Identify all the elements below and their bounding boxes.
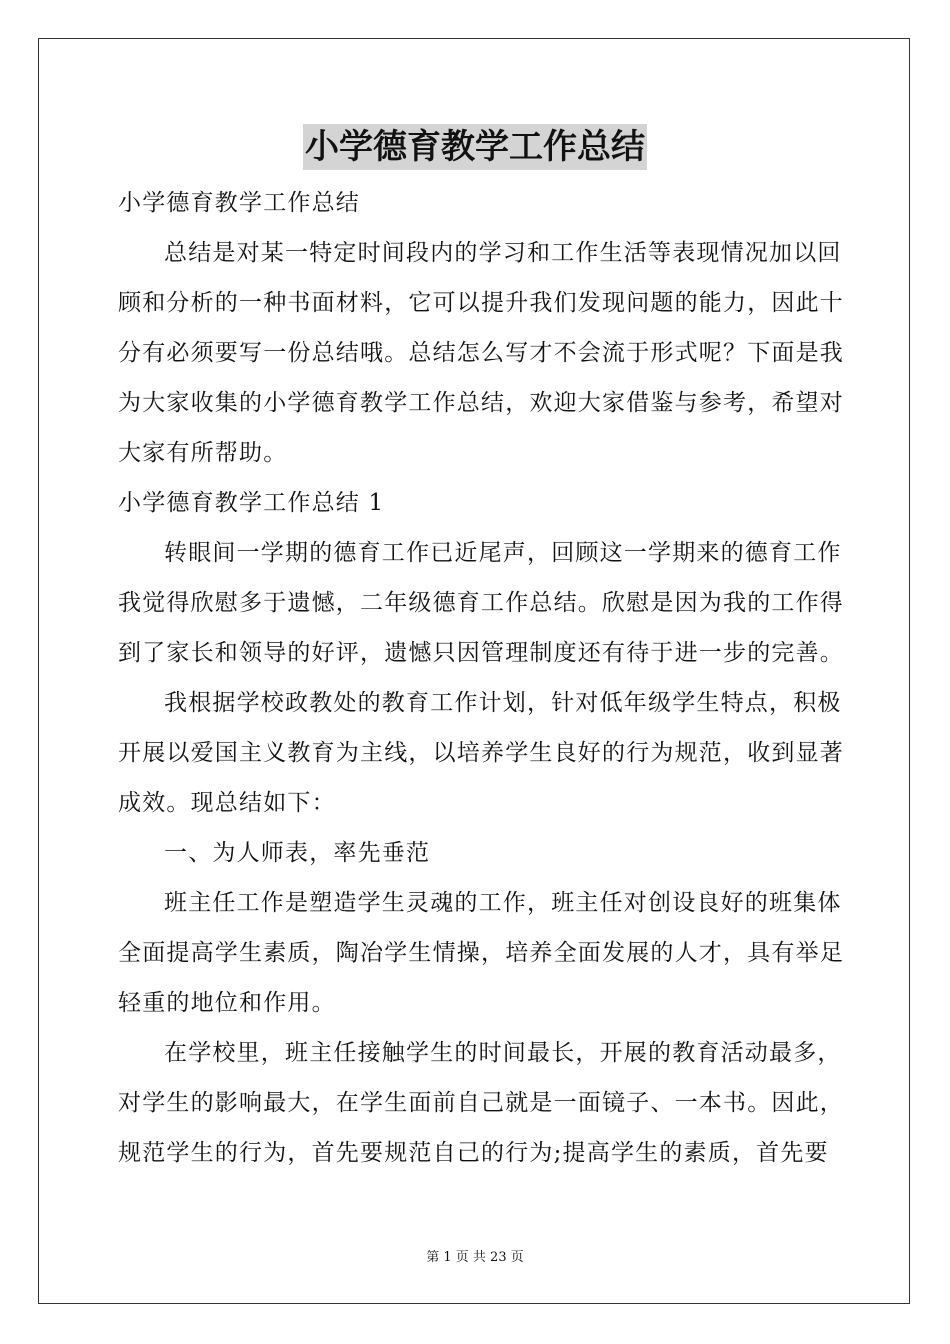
text-line: 顾和分析的一种书面材料，它可以提升我们发现问题的能力，因此十 xyxy=(118,290,844,316)
text-line: 全面提高学生素质，陶冶学生情操，培养全面发展的人才，具有举足 xyxy=(118,940,844,966)
text-line: 分有必须要写一份总结哦。总结怎么写才不会流于形式呢？下面是我 xyxy=(118,340,844,366)
text-line: 我根据学校政教处的教育工作计划，针对低年级学生特点，积极 xyxy=(164,690,842,716)
text-line: 小学德育教学工作总结 1 xyxy=(118,490,385,516)
text-line: 轻重的地位和作用。 xyxy=(118,990,336,1016)
text-line: 小学德育教学工作总结 xyxy=(118,190,360,216)
text-line: 成效。现总结如下： xyxy=(118,790,336,816)
text-line: 我觉得欣慰多于遗憾，二年级德育工作总结。欣慰是因为我的工作得 xyxy=(118,590,844,616)
text-line: 大家有所帮助。 xyxy=(118,440,288,466)
document-body xyxy=(118,178,844,1178)
text-line: 转眼间一学期的德育工作已近尾声，回顾这一学期来的德育工作 xyxy=(164,540,842,566)
text-line: 到了家长和领导的好评，遗憾只因管理制度还有待于进一步的完善。 xyxy=(118,640,844,666)
text-line: 规范学生的行为，首先要规范自己的行为;提高学生的素质，首先要 xyxy=(118,1140,829,1166)
text-line: 在学校里，班主任接触学生的时间最长，开展的教育活动最多， xyxy=(164,1040,842,1066)
page-footer: 第 1 页 共 23 页 xyxy=(426,1250,524,1265)
text-line: 班主任工作是塑造学生灵魂的工作，班主任对创设良好的班集体 xyxy=(164,890,842,916)
text-line: 开展以爱国主义教育为主线，以培养学生良好的行为规范，收到显著 xyxy=(118,740,844,766)
text-line: 对学生的影响最大，在学生面前自己就是一面镜子、一本书。因此， xyxy=(118,1090,844,1116)
text-line: 总结是对某一特定时间段内的学习和工作生活等表现情况加以回 xyxy=(164,240,842,266)
document-title: 小学德育教学工作总结 xyxy=(303,124,647,170)
title-container xyxy=(0,124,950,170)
text-line: 一、为人师表，率先垂范 xyxy=(164,840,431,866)
text-line: 为大家收集的小学德育教学工作总结，欢迎大家借鉴与参考，希望对 xyxy=(118,390,844,416)
